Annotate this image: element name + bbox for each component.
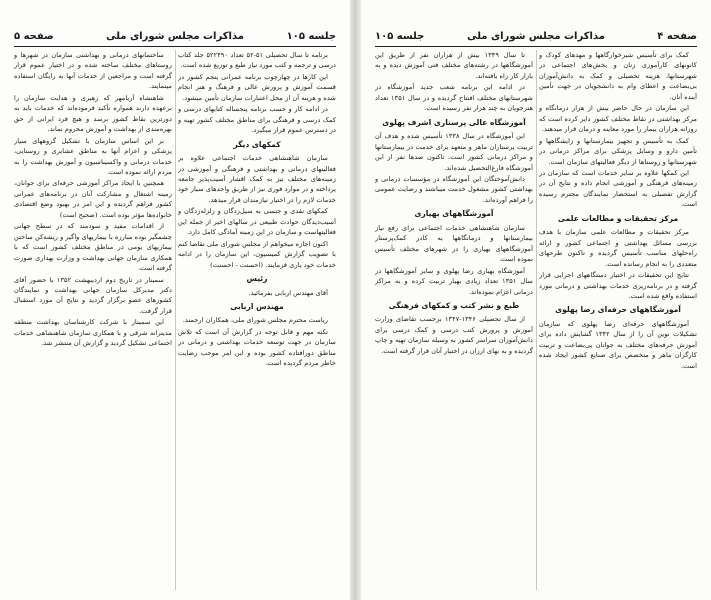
book-gutter	[350, 0, 361, 600]
paragraph: این سمینار با شرکت کارشناسان بهداشت منطقه مدیترانه شرقی و با همکاری سازمان شاهنشاهی خدمات اجتماعی تشکیل گردید و گزارش آن منتشر شد.	[14, 318, 172, 348]
paragraph: نتایج این تحقیقات در اختیار دستگاههای اجرایی قرار گرفته و در برنامه‌ریزی خدمات بهداشتی و درمانی مورد استفاده واقع شده است.	[539, 271, 697, 300]
left-page-right-column	[178, 50, 336, 594]
right-page-number: صفحه ۴	[657, 31, 697, 42]
paragraph: تا سال ۱۳۴۹ بیش از هزاران نفر از طریق این آموزشگاهها در رشته‌های مختلف فنی آموزش دیده و به بازار کار راه یافته‌اند.	[375, 51, 533, 80]
paragraph: این آموزشگاه در سال ۱۳۳۸ تأسیس شده و هدف آن تربیت پرستاران ماهر و متعهد برای خدمت در بیمارستانها و مراکز درمانی کشور است. تاکنون صدها نفر از این آموزشگاه فارغ‌التحصیل شده‌اند.	[375, 132, 533, 172]
paragraph: آموزشگاه بهیاری رضا پهلوی و سایر آموزشگاهها در سال ۱۳۵۱ تعداد زیادی بهیار تربیت کرده و به مراکز درمانی اعزام نموده‌اند.	[375, 266, 533, 296]
paragraph: سازمان شاهنشاهی خدمات اجتماعی علاوه بر فعالیتهای درمانی و بهداشتی و فرهنگی و آموزشی در زمینه‌های مختلف نیز به کمک اقشار آسیب‌پذیر جامعه پرداخته و در موارد فوری نیز از طریق واحدهای سیار خود خدمات لازم را در اختیار نیازمندان قرار میدهد.	[178, 154, 336, 204]
paragraph: آقای مهندس اربابی بفرمائید.	[248, 288, 328, 297]
section-heading: کمکهای دیگر	[233, 139, 281, 149]
paragraph: ریاست محترم مجلس شورای ملی، همکاران ارجمند.	[182, 316, 328, 325]
section-heading: رئیس	[246, 274, 268, 284]
paragraph: در ادامه کار و حسب برنامه پنجساله کتابهای درسی و کمک درسی و فرهنگی برای مناطق مختلف کشور تهیه و در دسترس عموم قرار میگیرد.	[178, 105, 336, 135]
right-page-left-column	[375, 50, 533, 594]
section-heading: طبع و نشر کتب و کمکهای فرهنگی	[388, 300, 520, 310]
section-heading: مهندس اربابی	[230, 301, 284, 311]
right-page	[361, 0, 711, 600]
paragraph: اکنون اجازه میخواهم از مجلس شورای ملی تقاضا کنم با تصویب گزارش کمیسیون، این سازمان را در ادامه خدمات خود یاری فرمایند. (احسنت - احسنت)	[178, 239, 336, 269]
paragraph: در ادامه این برنامه شعب جدید آموزشگاه در شهرستانهای مختلف افتتاح گردیده و در سال ۱۳۵۱ تعداد هنرجویان به چند هزار نفر رسیده است.	[375, 83, 533, 113]
column-divider	[175, 50, 176, 590]
paragraph: سازمان شاهنشاهی خدمات اجتماعی برای رفع نیاز بیمارستانها و درمانگاهها به کادر کمک‌پرستار آموزشگاههای بهیاری را در شهرهای مختلف تأسیس نموده است.	[375, 223, 533, 264]
paragraph: شاهنشاه آریامهر که رهبری و هدایت سازمان را برعهده دارند همواره تأکید فرموده‌اند که خدمات باید به دورترین نقاط کشور برسد و هیچ فرد ایرانی از حق بهره‌مندی از بهداشت و آموزش محروم نماند.	[14, 93, 172, 134]
paragraph: این سازمان در حال حاضر بیش از هزار درمانگاه و مرکز بهداشتی در نقاط مختلف کشور دایر کرده است که روزانه هزاران بیمار را مورد معاینه و درمان قرار میدهند.	[539, 104, 697, 134]
right-page-header	[375, 30, 697, 47]
paragraph: از اقدامات مفید و سودمند که در سطح جهانی چشمگیر بوده مبارزه با بیماریهای واگیر و ریشه‌کن ساختن بیماریهای بومی در مناطق مختلف کشور است که با همکاری سازمان جهانی بهداشت و وزارت بهداری صورت گرفته است.	[14, 222, 172, 273]
left-page	[0, 0, 350, 600]
section-heading: آموزشگاههای بهیاری	[414, 209, 494, 219]
paragraph: برنامه تا سال تحصیلی ۵۱-۵۲ تعداد ۵۲۲۴۹۰ جلد کتاب درسی و ترجمه و کتب مورد نیاز طبع و توزیع شده است.	[178, 51, 336, 70]
left-page-number: صفحه ۵	[14, 31, 54, 42]
right-page-session: جلسه ۱۰۵	[375, 31, 425, 42]
paragraph: کمک برای تأسیس شیرخوارگاهها و مهدهای کودک و کانونهای کارآموزی زنان و بخش‌های اجتماعی در شهرستانها، هزینه تحصیلی و کمک به دانش‌آموزان بی‌بضاعت و اعطای وام به دانشجویان در جهت تأمین آینده آنان.	[539, 51, 697, 101]
left-page-left-column	[14, 50, 172, 594]
paragraph: سمینار در تاریخ دوم اردیبهشت ۱۳۵۲ با حضور آقای دکتر مدیرکل سازمان جهانی بهداشت و نمایندگان کشورهای عضو برگزار گردید و نتایج آن مورد استقبال قرار گرفت.	[14, 275, 172, 315]
paragraph: کمکهای نقدی و جنسی به سیل‌زدگان و زلزله‌زدگان و آسیب‌دیدگان حوادث طبیعی در سالهای اخیر از جمله این فعالیتهاست و سازمان در این زمینه آمادگی کامل دارد.	[178, 207, 336, 237]
paragraph: بر این اساس سازمان با تشکیل گروههای سیار پزشکی و اعزام آنها به مناطق عشایری و روستایی، خدمات درمانی و واکسیناسیون و آموزش بهداشت را به مردم ارائه نموده است.	[14, 136, 172, 176]
section-heading: آموزشگاه عالی پرستاری اشرف پهلوی	[382, 117, 526, 127]
paragraph: نکته مهم و قابل توجه در گزارش آن است که تلاش سازمان در جهت توسعه خدمات بهداشتی و درمانی در مناطق دورافتاده کشور بوده و این امر موجب رضایت خاطر مردم گردیده است.	[178, 327, 336, 368]
right-page-title: مذاکرات مجلس شورای ملی	[467, 31, 605, 42]
paragraph: مرکز تحقیقات و مطالعات علمی سازمان با هدف بررسی مسائل بهداشتی و اجتماعی کشور و ارائه راه‌حلهای مناسب تأسیس گردیده و تاکنون طرحهای متعددی را به انجام رسانده است.	[539, 228, 697, 268]
paragraph: آموزشگاههای حرفه‌ای رضا پهلوی که سازمان تشکیلات نوین آن را از سال ۱۳۴۲ گشایش داده برای آموزش حرفه‌های مختلف به جوانان بی‌بضاعت و تربیت کارگران ماهر و متخصص برای صنایع کشور ایجاد شده است.	[539, 319, 697, 370]
section-heading: مرکز تحقیقات و مطالعات علمی	[557, 213, 679, 223]
paragraph: از سال تحصیلی ۱۳۴۶-۱۳۴۷ برحسب تقاضای وزارت آموزش و پرورش کتب درسی و کمک درسی برای دانش‌آموزان سراسر کشور به وسیله سازمان تهیه و چاپ گردیده و به بهای ارزان در اختیار آنان قرار گرفته است.	[375, 315, 533, 355]
paragraph: ساختمانهای درمانی و بهداشتی سازمان در شهرها و روستاهای مختلف ساخته شده و در اختیار عموم قرار گرفته است و مراجعین از خدمات آنها به رایگان استفاده مینمایند.	[14, 51, 172, 91]
paragraph: کمک به تأسیس و تجهیز بیمارستانها و زایشگاهها و تأمین دارو و وسایل پزشکی برای مراکز درمانی در شهرستانها و روستاها از دیگر فعالیتهای سازمان است.	[539, 136, 697, 166]
left-page-header	[14, 30, 336, 47]
left-page-title: مذاکرات مجلس شورای ملی	[106, 31, 244, 42]
paragraph: این کارها در چهارچوب برنامه عمرانی پنجم کشور در قسمت آموزش و پرورش عالی و فرهنگ و هنر انجام شده و هزینه آن از محل اعتبارات سازمان تأمین میشود.	[178, 72, 336, 102]
paragraph: همچنین با ایجاد مراکز آموزشی حرفه‌ای برای جوانان، زمینه اشتغال و مشارکت آنان در برنامه‌های عمرانی کشور فراهم گردیده و این امر در بهبود وضع اقتصادی خانواده‌ها مؤثر بوده است. (صحیح است)	[14, 179, 172, 219]
paragraph: دانش‌آموختگان این آموزشگاه در مؤسسات درمانی و بهداشتی کشور مشغول خدمت میباشند و رضایت عمومی را فراهم آورده‌اند.	[375, 174, 533, 204]
paragraph: این کمکها علاوه بر سایر خدمات است که سازمان در زمینه‌های فرهنگی و آموزشی انجام داده و نتایج آن در گزارش تفصیلی به استحضار نمایندگان محترم رسیده است.	[539, 168, 697, 209]
right-page-right-column	[539, 50, 697, 594]
column-divider	[536, 50, 537, 590]
left-page-session: جلسه ۱۰۵	[286, 31, 336, 42]
section-heading: آموزشگاههای حرفه‌ای رضا پهلوی	[555, 305, 681, 315]
